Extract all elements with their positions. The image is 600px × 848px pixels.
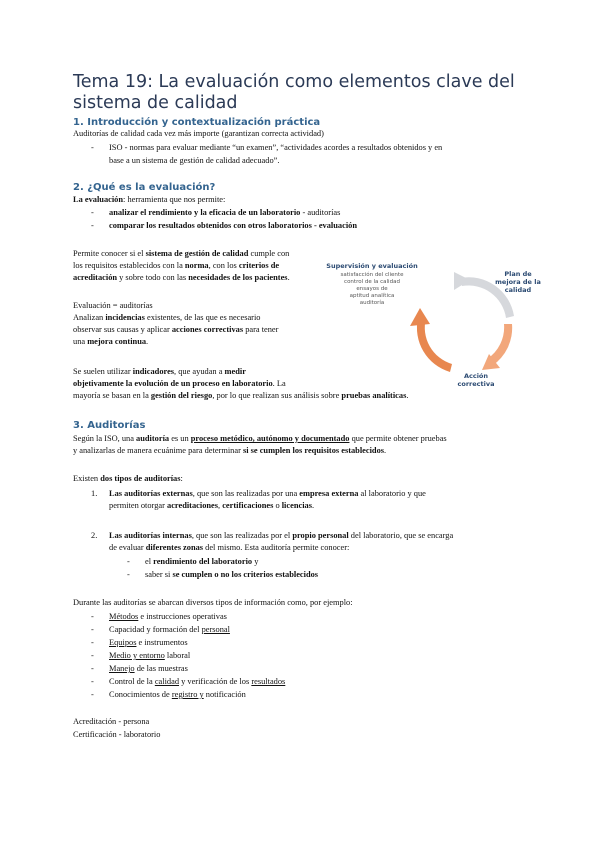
info-list-item-1: Métodos e instrucciones operativas	[109, 612, 227, 621]
section-1-item-1-line-1: ISO - normas para evaluar mediante “un examen”, “actividades acordes a resultados obtenidos y en	[109, 143, 443, 152]
diagram-top-line-1: satisfacción del cliente	[340, 272, 404, 278]
cycle-arrow-left	[410, 308, 430, 326]
info-list-item-3: Equipos e instrumentos	[109, 638, 188, 647]
section-3-heading: 3. Auditorías	[73, 420, 146, 431]
section-1-intro: Auditorías de calidad cada vez más importe (garantizan correcta actividad)	[73, 129, 324, 138]
footnote-accreditation: Acreditación - persona	[73, 717, 150, 726]
section-2-heading: 2. ¿Qué es la evaluación?	[73, 182, 216, 193]
quality-cycle-svg	[326, 258, 542, 388]
bullet-dash: -	[91, 638, 94, 647]
info-list-item-6: Control de la calidad y verificación de los resultados	[109, 677, 286, 686]
section-2-bullet-2: comparar los resultados obtenidos con otros laboratorios - evaluación	[109, 221, 357, 230]
cycle-arrow-top	[454, 272, 470, 290]
diagram-top-line-2: control de la calidad	[344, 279, 400, 285]
sub-bullet-dash: -	[127, 570, 130, 579]
section-2-bullet-1: analizar el rendimiento y la eficacia de un laboratorio - auditorías	[109, 208, 341, 217]
bullet-dash: -	[91, 208, 94, 217]
cycle-arc-left	[417, 318, 452, 372]
bullet-dash: -	[91, 625, 94, 634]
section-1-heading: 1. Introducción y contextualización práctica	[73, 117, 321, 128]
numbered-item-1: Las auditorías externas, que son las realizadas por una empresa externa al laboratorio y que permiten otorgar acreditaciones, certificaciones o licencias.	[109, 489, 426, 510]
info-list-item-7: Conocimientos de registro y notificación	[109, 690, 246, 699]
page-title: Tema 19: La evaluación como elementos clave del sistema de calidad	[73, 72, 515, 113]
diagram-center-line-2: continua	[450, 320, 482, 328]
info-list-item-5: Manejo de las muestras	[109, 664, 188, 673]
diagram-top-line-5: auditoría	[359, 300, 385, 306]
section-2-paragraph-1: Permite conocer si el sistema de gestión de calidad cumple con los requisitos establecidos con la norma, con los criterios de acreditación y sobre todo con las necesidades de los pacientes.	[73, 249, 290, 282]
bullet-dash: -	[91, 612, 94, 621]
quality-cycle-diagram	[326, 258, 542, 388]
bullet-dash: -	[91, 221, 94, 230]
numbered-item-2: Las auditorías internas, que son las realizadas por el propio personal del laboratorio, que se encarga de evaluar diferentes zonas del mismo. Esta auditoría permite conocer:	[109, 531, 454, 552]
section-2-definition: La evaluación: herramienta que nos permite:	[73, 195, 226, 204]
bullet-dash: -	[91, 651, 94, 660]
diagram-top-line-4: aptitud analítica	[349, 293, 395, 299]
diagram-top-title: Supervisión y evaluación	[326, 262, 418, 270]
section-3-paragraph-3: Durante las auditorías se abarcan diversos tipos de información como, por ejemplo:	[73, 598, 353, 607]
diagram-center-line-3: de la calidad	[442, 328, 490, 336]
sub-bullet-dash: -	[127, 557, 130, 566]
diagram-right-line-2: mejora de la	[495, 278, 541, 286]
section-2-paragraph-2: Evaluación = auditorías Analizan incidencias existentes, de las que es necesario observar sus causas y aplicar acciones correctivas para tener una mejora continua.	[73, 301, 279, 346]
diagram-right-line-1: Plan de	[504, 270, 532, 278]
list-number-2: 2.	[91, 531, 98, 540]
bullet-dash: -	[91, 143, 94, 152]
diagram-bottom-line-1: Acción	[463, 372, 489, 380]
section-3-paragraph-2: Existen dos tipos de auditorías:	[73, 474, 183, 483]
section-1-item-1-line-2: base a un sistema de gestión de calidad adecuado”.	[109, 156, 280, 165]
diagram-center-line-1: Mejora	[453, 312, 479, 320]
diagram-right-line-3: calidad	[504, 286, 532, 294]
numbered-item-2-sub-2: saber si se cumplen o no los criterios establecidos	[145, 570, 319, 579]
footnote-certification: Certificación - laboratorio	[73, 730, 161, 739]
section-2-paragraph-3: Se suelen utilizar indicadores, que ayudan a medir objetivamente la evolución de un proceso en laboratorio. La mayoría se basan en la gestión del riesgo, por lo que realizan sus análisis sobre pruebas analíticas.	[73, 367, 409, 400]
diagram-top-line-3: ensayos de	[356, 286, 388, 292]
info-list-item-2: Capacidad y formación del personal	[109, 625, 230, 634]
bullet-dash: -	[91, 690, 94, 699]
numbered-item-2-sub-1: el rendimiento del laboratorio y	[145, 557, 259, 566]
bullet-dash: -	[91, 664, 94, 673]
section-3-paragraph-1: Según la ISO, una auditoría es un proceso metódico, autónomo y documentado que permite obtener pruebas y analizarlas de manera ecuánime para determinar si se cumplen los requisitos establecidos.	[73, 434, 447, 455]
info-list-item-4: Medio y entorno laboral	[109, 651, 191, 660]
list-number-1: 1.	[91, 489, 98, 498]
diagram-bottom-line-2: correctiva	[457, 380, 495, 388]
bullet-dash: -	[91, 677, 94, 686]
